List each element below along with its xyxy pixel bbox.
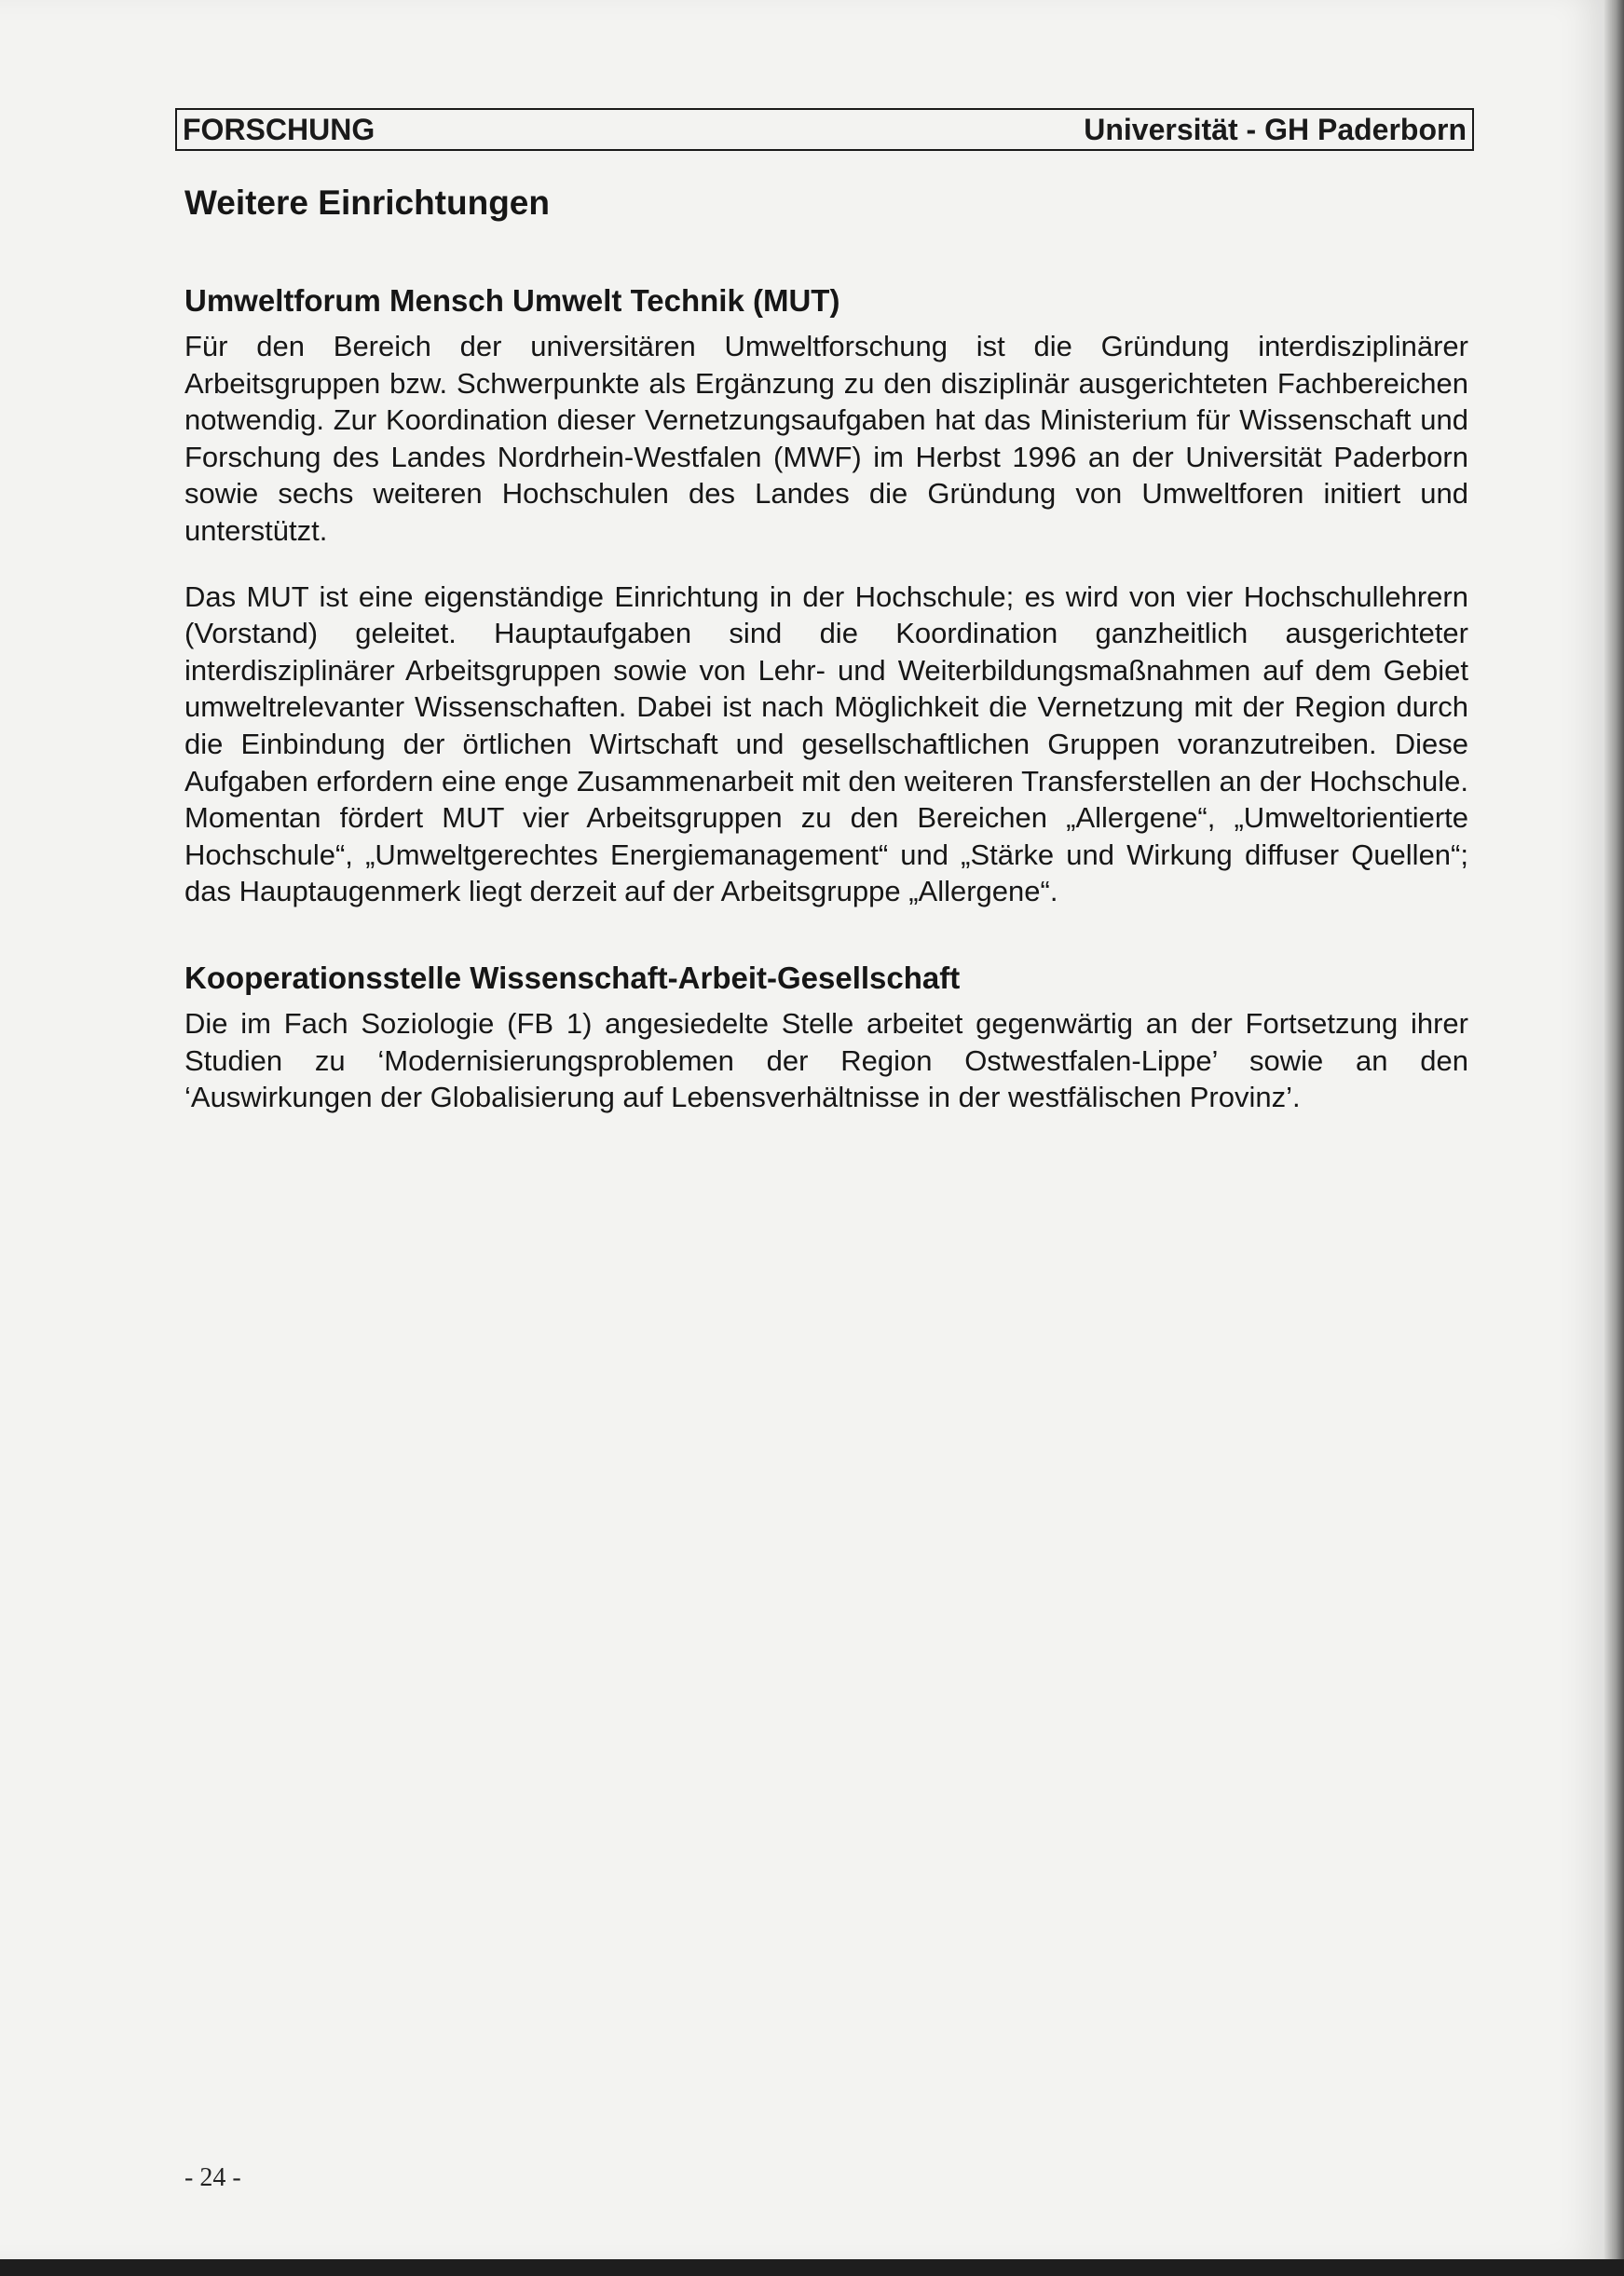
page-header bbox=[175, 108, 1474, 151]
header-section-label: FORSCHUNG bbox=[183, 113, 375, 146]
paragraph: Die im Fach Soziologie (FB 1) angesiedelte Stelle arbeitet gegenwärtig an der Fortsetzung ihrer Studien zu ‘Modernisierungsproblemen der Region Ostwestfalen-Lippe’ sowie an den ‘Auswirkungen der Globalisierung auf Lebensverhältnisse in der westfälischen Provinz’. bbox=[184, 1006, 1468, 1114]
section-mut bbox=[184, 281, 1468, 910]
page-content bbox=[184, 181, 1468, 1145]
section-kooperationsstelle bbox=[184, 959, 1468, 1116]
section-heading: Kooperationsstelle Wissenschaft-Arbeit-Gesellschaft bbox=[184, 960, 961, 995]
paragraph: Das MUT ist eine eigenständige Einrichtung in der Hochschule; es wird von vier Hochschullehrern (Vorstand) geleitet. Hauptaufgaben sind die Koordination ganzheitlich ausgerichteter interdisziplinärer Arbeitsgruppen sowie von Lehr- und Weiterbildungsmaßnahmen auf dem Gebiet umweltrelevanter Wissenschaften. Dabei ist nach Möglichkeit die Vernetzung mit der Region durch die Einbindung der örtlichen Wirtschaft und gesellschaftlichen Gruppen voranzutreiben. Diese Aufgaben erfordern eine enge Zusammenarbeit mit den weiteren Transferstellen an der Hochschule. Momentan fördert MUT vier Arbeitsgruppen zu den Bereichen „Allergene“, „Umweltorientierte Hochschule“, „Umweltgerechtes Energiemanagement“ und „Stärke und Wirkung diffuser Quellen“; das Hauptaugenmerk liegt derzeit auf der Arbeitsgruppe „Allergene“. bbox=[184, 579, 1468, 908]
paragraph: Für den Bereich der universitären Umweltforschung ist die Gründung interdisziplinärer Arbeitsgruppen bzw. Schwerpunkte als Ergänzung zu den disziplinär ausgerichteten Fachbereichen notwendig. Zur Koordination dieser Vernetzungsaufgaben hat das Ministerium für Wissenschaft und Forschung des Landes Nordrhein-Westfalen (MWF) im Herbst 1996 an der Universität Paderborn sowie sechs weiteren Hochschulen des Landes die Gründung von Umweltforen initiert und unterstützt. bbox=[184, 330, 1468, 547]
page-title: Weitere Einrichtungen bbox=[184, 184, 550, 222]
scan-bottom-edge bbox=[0, 2259, 1624, 2276]
section-heading: Umweltforum Mensch Umwelt Technik (MUT) bbox=[184, 283, 840, 318]
header-university-label: Universität - GH Paderborn bbox=[1084, 113, 1467, 146]
page-edge-shadow bbox=[1604, 0, 1624, 2276]
page-number: - 24 - bbox=[184, 2163, 241, 2192]
